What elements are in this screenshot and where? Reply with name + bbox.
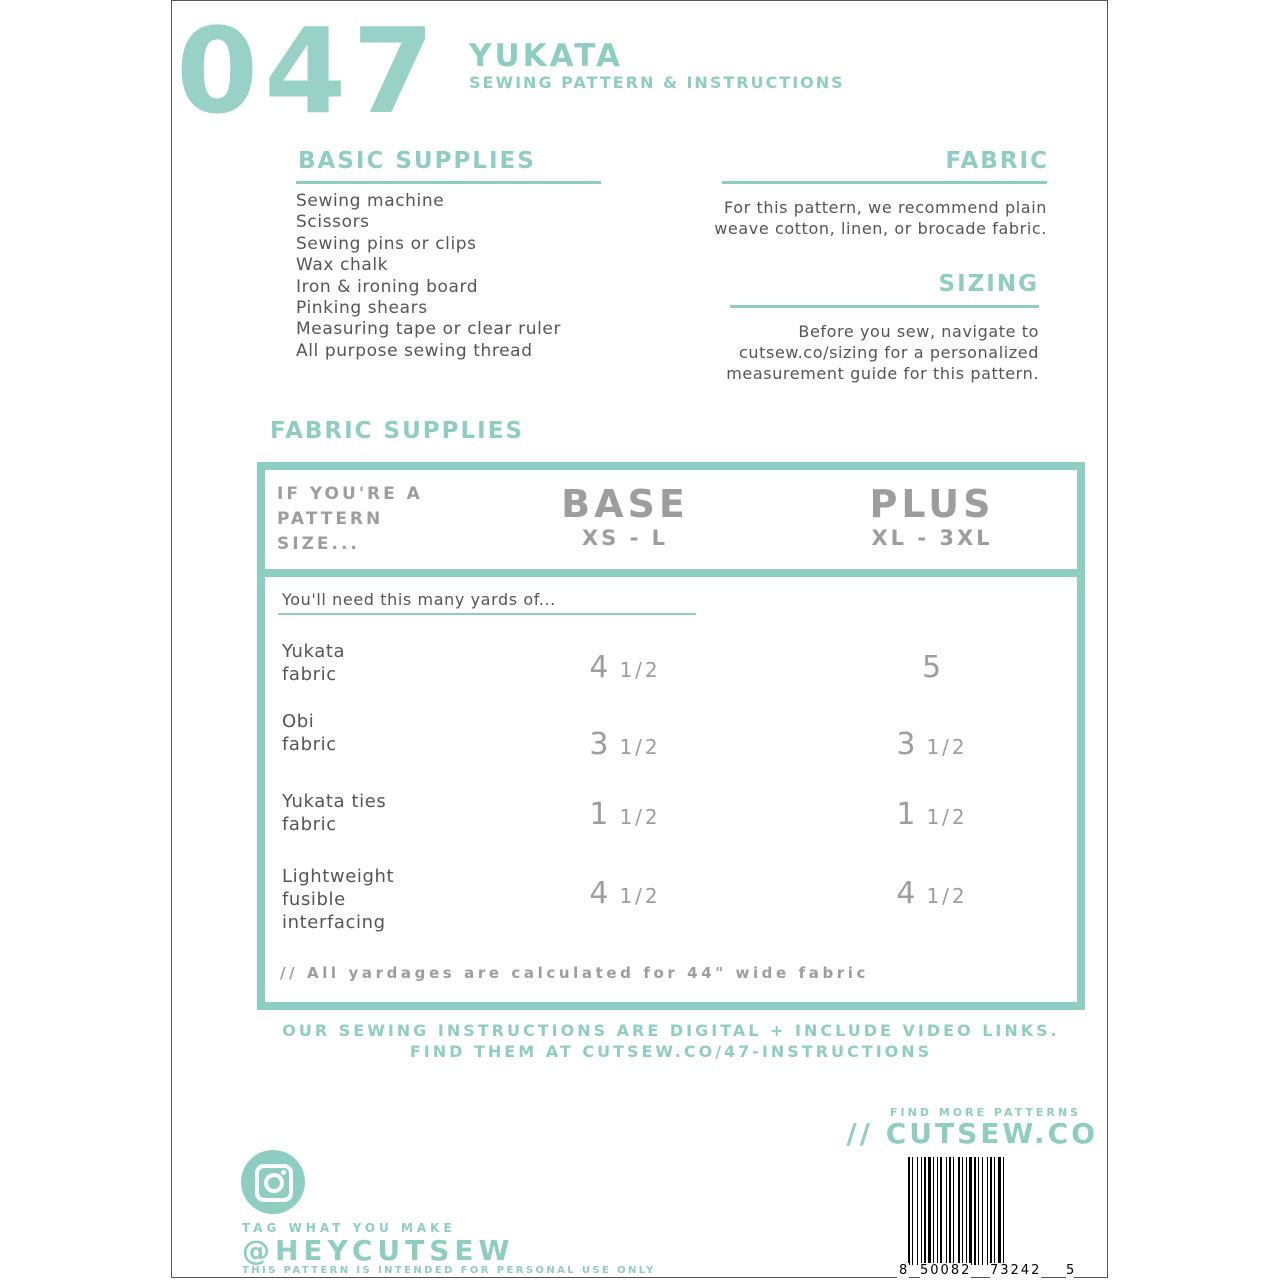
- barcode-bar: [949, 1157, 951, 1265]
- instructions-line: OUR SEWING INSTRUCTIONS ARE DIGITAL + INCLUDE VIDEO LINKS.: [282, 1021, 1060, 1040]
- barcode-bar: [982, 1157, 983, 1265]
- barcode-bar: [946, 1157, 947, 1265]
- row-label: [282, 710, 337, 756]
- barcode-bar: [1003, 1157, 1004, 1265]
- yardage-base: [525, 650, 725, 685]
- supply-item: Iron & ironing board: [296, 276, 479, 297]
- yardage-whole: 4: [589, 876, 610, 911]
- yardage-fraction: 1/2: [926, 735, 968, 759]
- barcode-digit-first: 8: [899, 1263, 908, 1278]
- corner-label-line: IF YOU'RE A: [277, 484, 423, 504]
- yardage-fraction: 1/2: [926, 884, 968, 908]
- barcode-bar: [966, 1157, 967, 1265]
- yardage-fraction: 1/2: [619, 735, 661, 759]
- instagram-icon[interactable]: [241, 1150, 305, 1214]
- sizing-text-line: Before you sew, navigate to: [798, 322, 1039, 341]
- table-footnote: // All yardages are calculated for 44" wide fabric: [280, 964, 870, 982]
- barcode-digit-group: 50082: [920, 1263, 972, 1278]
- barcode-bar: [933, 1157, 934, 1265]
- column-base-name: BASE: [561, 482, 689, 526]
- barcode-bar: [978, 1157, 979, 1265]
- yardage-whole: 1: [896, 797, 917, 832]
- supply-item: Wax chalk: [296, 255, 389, 276]
- barcode-bar: [908, 1157, 910, 1265]
- table-corner-label: [277, 482, 423, 557]
- barcode-bar: [940, 1157, 942, 1265]
- yardage-whole: 3: [589, 727, 610, 762]
- table-header-divider: [265, 569, 1077, 577]
- row-label: [282, 790, 386, 836]
- supply-item: All purpose sewing thread: [296, 340, 533, 361]
- column-plus-range: XL - 3XL: [871, 526, 993, 550]
- pattern-subtitle: SEWING PATTERN & INSTRUCTIONS: [469, 73, 845, 92]
- barcode-bar: [928, 1157, 931, 1265]
- column-plus-name: PLUS: [869, 482, 995, 526]
- barcode-bar: [924, 1157, 926, 1265]
- barcode-bar: [921, 1157, 922, 1265]
- fabric-rule: [722, 181, 1047, 184]
- barcode: [908, 1157, 1076, 1265]
- basic-supplies-rule: [296, 181, 601, 184]
- social-handle[interactable]: @HEYCUTSEW: [242, 1234, 515, 1267]
- barcode-bar: [953, 1157, 954, 1265]
- row-label-line: Yukata ties: [282, 791, 387, 812]
- row-label-line: Lightweight: [282, 866, 395, 887]
- instagram-icon-dot: [281, 1170, 286, 1175]
- yardage-base: [525, 797, 725, 832]
- row-label: [282, 640, 345, 686]
- corner-label-line: SIZE...: [277, 534, 360, 554]
- pattern-title: YUKATA: [469, 38, 623, 74]
- tag-line: TAG WHAT YOU MAKE: [242, 1221, 456, 1235]
- row-label-line: fusible: [282, 889, 346, 910]
- fabric-text-line: weave cotton, linen, or brocade fabric.: [714, 219, 1047, 238]
- row-label-line: fabric: [282, 814, 337, 835]
- supply-item: Sewing machine: [296, 191, 445, 211]
- barcode-bar: [937, 1157, 938, 1265]
- pattern-number: 047: [176, 2, 441, 140]
- barcode-bar: [990, 1157, 992, 1265]
- supply-item: Scissors: [296, 212, 370, 233]
- supply-item: Sewing pins or clips: [296, 233, 477, 254]
- yardage-plus: [832, 797, 1032, 832]
- supply-item: Measuring tape or clear ruler: [296, 319, 562, 340]
- yardage-base: [525, 727, 725, 762]
- fabric-supplies-heading: FABRIC SUPPLIES: [270, 418, 525, 444]
- basic-supplies-heading: BASIC SUPPLIES: [298, 148, 536, 174]
- table-intro: You'll need this many yards of...: [282, 590, 556, 609]
- barcode-bar: [912, 1157, 913, 1265]
- instructions-link: FIND THEM AT CUTSEW.CO/47-INSTRUCTIONS: [409, 1042, 933, 1061]
- sizing-heading: SIZING: [938, 271, 1039, 297]
- barcode-bar: [962, 1157, 963, 1265]
- barcode-bar: [958, 1157, 960, 1265]
- yardage-fraction: 1/2: [619, 884, 661, 908]
- barcode-bar: [974, 1157, 976, 1265]
- sizing-text-line: measurement guide for this pattern.: [726, 364, 1039, 383]
- column-base-range: XS - L: [581, 526, 669, 550]
- sizing-rule: [730, 305, 1039, 308]
- row-label-line: Yukata: [282, 641, 346, 662]
- yardage-plus: [832, 727, 1032, 762]
- row-label: [282, 865, 394, 934]
- yardage-whole: 4: [896, 876, 917, 911]
- yardage-fraction: 1/2: [619, 658, 661, 682]
- yardage-plus: [832, 876, 1032, 911]
- personal-use-disclaimer: THIS PATTERN IS INTENDED FOR PERSONAL USE ONLY: [242, 1265, 656, 1276]
- website-link[interactable]: // CUTSEW.CO: [846, 1117, 1098, 1150]
- yardage-fraction: 1/2: [619, 805, 661, 829]
- barcode-digit-last: 5: [1066, 1263, 1075, 1278]
- table-intro-rule: [278, 613, 696, 615]
- basic-supplies-list: [296, 191, 561, 362]
- fabric-heading: FABRIC: [945, 148, 1049, 174]
- row-label-line: Obi: [282, 711, 315, 732]
- fabric-text-line: For this pattern, we recommend plain: [724, 198, 1047, 217]
- yardage-base: [525, 876, 725, 911]
- yardage-whole: 1: [589, 797, 610, 832]
- corner-label-line: PATTERN: [277, 509, 384, 529]
- barcode-bar: [987, 1157, 988, 1265]
- yardage-whole: 4: [589, 650, 610, 685]
- yardage-fraction: 1/2: [926, 805, 968, 829]
- yardage-plus: [832, 650, 1032, 685]
- barcode-bar: [969, 1157, 972, 1265]
- instagram-icon-lens: [264, 1173, 284, 1193]
- barcode-bars: [908, 1157, 1076, 1265]
- barcode-bar: [994, 1157, 995, 1265]
- sizing-text: [680, 321, 1039, 384]
- yardage-whole: 5: [921, 650, 943, 685]
- row-label-line: fabric: [282, 664, 337, 685]
- barcode-bar: [917, 1157, 918, 1265]
- row-label-line: interfacing: [282, 912, 386, 933]
- find-more-label: FIND MORE PATTERNS: [890, 1106, 1081, 1119]
- yardage-whole: 3: [896, 727, 917, 762]
- barcode-bar: [998, 1157, 1001, 1265]
- supply-item: Pinking shears: [296, 298, 428, 319]
- barcode-digit-group: 73242: [990, 1263, 1042, 1278]
- row-label-line: fabric: [282, 734, 337, 755]
- sizing-text-line: cutsew.co/sizing for a personalized: [739, 343, 1039, 362]
- fabric-text: [690, 197, 1047, 239]
